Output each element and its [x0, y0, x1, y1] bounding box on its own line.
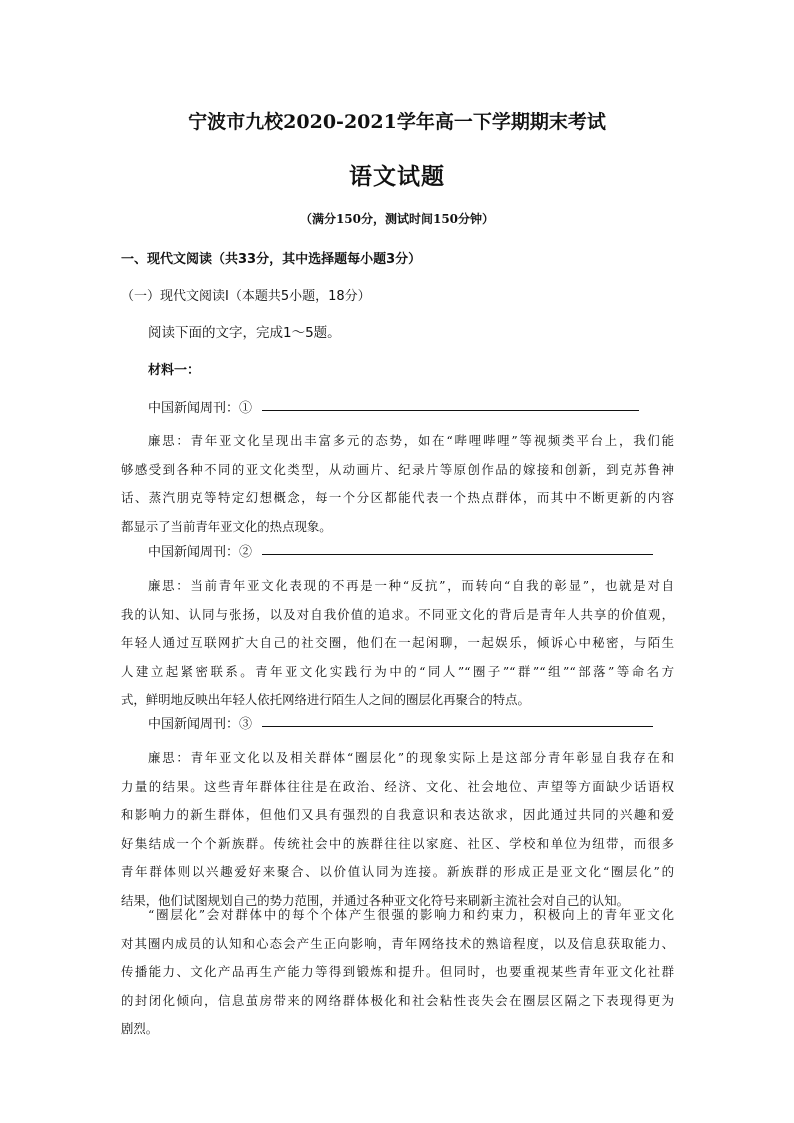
paragraph-line: 都显示了当前青年亚文化的热点现象。	[121, 518, 332, 534]
exam-note: （满分150分，测试时间150分钟）	[299, 212, 495, 226]
paragraph-line: 好集结成一个个新族群。传统社会中的族群往往以家庭、社区、学校和单位为纽带，而很多	[121, 835, 674, 851]
paragraph-line: 人建立起紧密联系。青年亚文化实践行为中的“同人”“圈子”“群”“组”“部落”等命名方	[121, 663, 674, 679]
paragraph-line: 廉思：青年亚文化以及相关群体“圈层化”的现象实际上是这部分青年彰显自我存在和	[148, 750, 674, 765]
paragraph-line: 传播能力、文化产品再生产能力等得到锻炼和提升。但同时，也要重视某些青年亚文化社群	[121, 964, 674, 979]
closing-paragraph	[121, 901, 674, 1044]
question-prompt: 中国新闻周刊：②	[148, 545, 253, 560]
subject-title: 语文试题	[349, 163, 445, 190]
paragraph-line: 年轻人通过互联网扩大自己的社交圈，他们在一起闲聊，一起娱乐，倾诉心中秘密，与陌生	[121, 635, 674, 650]
answer-blank-line	[262, 554, 653, 555]
paragraph-line: “圈层化”会对群体中的每个个体产生很强的影响力和约束力，积极向上的青年亚文化	[148, 907, 674, 922]
paragraph-line: 廉思：当前青年亚文化表现的不再是一种“反抗”，而转向“自我的彰显”，也就是对自	[148, 578, 674, 593]
answer-paragraph	[121, 744, 674, 915]
answer-blank-line	[262, 410, 639, 411]
section-heading: 一、现代文阅读（共33分，其中选择题每小题3分）	[121, 252, 422, 267]
paragraph-line: 青年群体则以兴趣爱好来聚合、以价值认同为连接。新族群的形成正是亚文化“圈层化”的	[121, 864, 674, 879]
paragraph-line: 对其圈内成员的认知和心态会产生正向影响，青年网络技术的熟谙程度，以及信息获取能力、	[121, 935, 674, 951]
paragraph-line: 的封闭化倾向，信息茧房带来的网络群体极化和社会粘性丧失会在圈层区隔之下表现得更为	[121, 992, 674, 1008]
question-prompt: 中国新闻周刊：①	[148, 401, 253, 416]
paragraph-line: 结果，他们试图规划自己的势力范围，并通过各种亚文化符号来刷新主流社会对自己的认知。	[121, 892, 630, 908]
paragraph-line: 剧烈。	[121, 1021, 159, 1036]
paragraph-line: 够感受到各种不同的亚文化类型，从动画片、纪录片等原创作品的嫁接和创新，到克苏鲁神	[121, 461, 674, 477]
paragraph-line: 力量的结果。这些青年群体往往是在政治、经济、文化、社会地位、声望等方面缺少话语权	[121, 778, 674, 794]
instruction: 阅读下面的文字，完成1～5题。	[148, 325, 341, 341]
paragraph-line: 和影响力的新生群体，但他们又具有强烈的自我意识和表达欲求，因此通过共同的兴趣和爱	[121, 807, 674, 822]
paragraph-line: 我的认知、认同与张扬，以及对自我价值的追求。不同亚文化的背后是青年人共享的价值观，	[121, 606, 674, 622]
paragraph-line: 式，鲜明地反映出年轻人依托网络进行陌生人之间的圈层化再聚合的特点。	[121, 692, 530, 707]
answer-blank-line	[262, 726, 653, 727]
answer-paragraph	[121, 427, 674, 541]
question-prompt: 中国新闻周刊：③	[148, 717, 253, 732]
paragraph-line: 话、蒸汽朋克等特定幻想概念，每一个分区都能代表一个热点群体，而其中不断更新的内容	[121, 490, 674, 505]
subsection-heading: （一）现代文阅读Ⅰ（本题共5小题，18分）	[121, 289, 371, 304]
paragraph-line: 廉思：青年亚文化呈现出丰富多元的态势，如在“哔哩哔哩”等视频类平台上，我们能	[148, 433, 674, 448]
answer-paragraph	[121, 572, 674, 715]
material-label: 材料一：	[148, 363, 201, 378]
exam-title: 宁波市九校2020-2021学年高一下学期期末考试	[188, 111, 606, 133]
